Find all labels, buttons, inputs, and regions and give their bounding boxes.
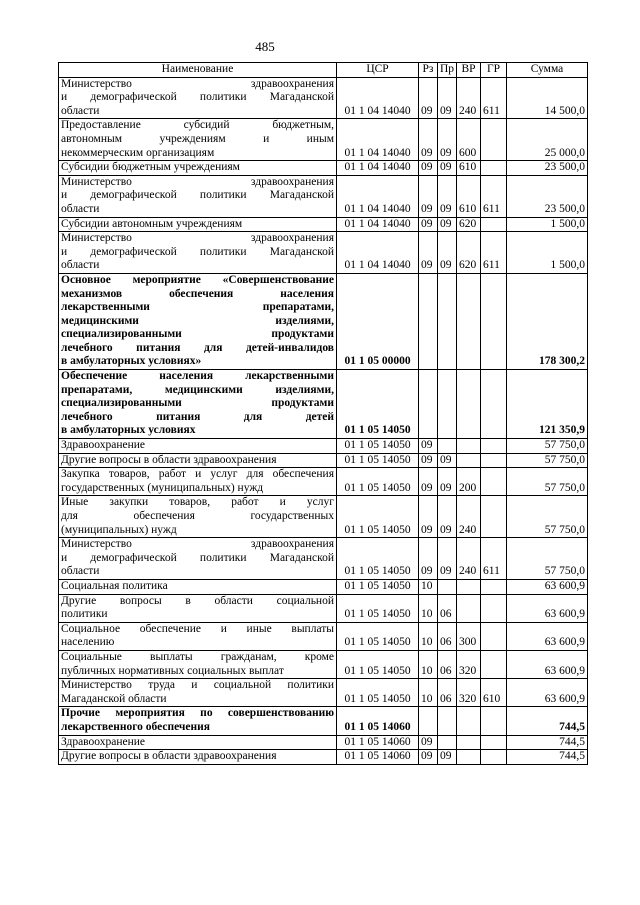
row-rz: 09 xyxy=(419,439,438,454)
row-pr: 09 xyxy=(438,750,457,765)
row-csr: 01 1 04 14040 xyxy=(337,119,419,161)
row-vr xyxy=(457,579,481,594)
row-name-line: и демографической политики Магаданской xyxy=(61,551,334,564)
row-sum: 1 500,0 xyxy=(507,232,588,274)
header-rz: Рз xyxy=(419,63,438,78)
table-row xyxy=(59,707,588,735)
row-rz: 09 xyxy=(419,175,438,217)
table-row xyxy=(59,579,588,594)
header-gr: ГР xyxy=(481,63,507,78)
header-name: Наименование xyxy=(59,63,337,78)
table-row xyxy=(59,370,588,439)
row-sum: 63 600,9 xyxy=(507,679,588,707)
row-name-line: специализированными продуктами xyxy=(61,397,334,410)
row-csr: 01 1 04 14040 xyxy=(337,77,419,119)
row-name-line: Другие вопросы в области здравоохранения xyxy=(61,750,277,763)
row-name-line: специализированными продуктами xyxy=(61,328,334,341)
row-sum: 63 600,9 xyxy=(507,622,588,650)
row-sum: 744,5 xyxy=(507,750,588,765)
row-name-line: некоммерческим организациям xyxy=(61,146,215,159)
row-name xyxy=(59,538,337,580)
row-name xyxy=(59,161,337,176)
row-name-line: области xyxy=(61,565,100,578)
row-pr: 06 xyxy=(438,679,457,707)
row-name-line: Министерство труда и социальной политики xyxy=(61,679,334,692)
row-vr: 620 xyxy=(457,232,481,274)
row-name-line: Иные закупки товаров, работ и услуг xyxy=(61,496,334,509)
row-gr xyxy=(481,594,507,622)
table-row xyxy=(59,496,588,538)
row-vr xyxy=(457,594,481,622)
row-name-line: Основное мероприятие «Совершенствование xyxy=(61,273,334,286)
row-csr: 01 1 05 14050 xyxy=(337,496,419,538)
row-vr xyxy=(457,439,481,454)
row-csr: 01 1 04 14040 xyxy=(337,232,419,274)
row-vr xyxy=(457,370,481,439)
row-vr: 240 xyxy=(457,77,481,119)
row-name-line: лекарственного обеспечения xyxy=(61,720,210,733)
row-name xyxy=(59,622,337,650)
row-sum: 57 750,0 xyxy=(507,439,588,454)
row-name-line: Прочие мероприятия по совершенствованию xyxy=(61,707,334,720)
row-name xyxy=(59,370,337,439)
row-csr: 01 1 04 14040 xyxy=(337,161,419,176)
row-csr: 01 1 05 14050 xyxy=(337,453,419,468)
table-row xyxy=(59,273,588,369)
row-vr xyxy=(457,707,481,735)
row-gr xyxy=(481,370,507,439)
row-rz: 09 xyxy=(419,453,438,468)
row-pr: 09 xyxy=(438,161,457,176)
row-csr: 01 1 05 14060 xyxy=(337,707,419,735)
row-gr xyxy=(481,650,507,678)
row-pr xyxy=(438,707,457,735)
row-name-line: области xyxy=(61,259,100,272)
row-pr: 06 xyxy=(438,650,457,678)
row-name-line: в амбулаторных условиях» xyxy=(61,355,202,368)
row-pr xyxy=(438,273,457,369)
row-sum: 25 000,0 xyxy=(507,119,588,161)
row-gr xyxy=(481,496,507,538)
header-pr: Пр xyxy=(438,63,457,78)
row-name-line: автономным учреждениям и иным xyxy=(61,132,334,145)
row-rz: 10 xyxy=(419,650,438,678)
row-name-line: Другие вопросы в области социальной xyxy=(61,594,334,607)
table-row xyxy=(59,77,588,119)
row-sum: 178 300,2 xyxy=(507,273,588,369)
row-pr xyxy=(438,439,457,454)
row-name xyxy=(59,232,337,274)
table-row xyxy=(59,217,588,232)
row-pr: 09 xyxy=(438,175,457,217)
row-pr xyxy=(438,735,457,750)
row-name-line: Обеспечение населения лекарственными xyxy=(61,370,334,383)
table-row xyxy=(59,679,588,707)
row-name-line: публичных нормативных социальных выплат xyxy=(61,664,284,677)
row-sum: 744,5 xyxy=(507,735,588,750)
row-csr: 01 1 05 14050 xyxy=(337,538,419,580)
row-name-line: и демографической политики Магаданской xyxy=(61,91,334,104)
row-vr: 600 xyxy=(457,119,481,161)
row-name-line: и демографической политики Магаданской xyxy=(61,245,334,258)
row-name xyxy=(59,707,337,735)
row-vr xyxy=(457,273,481,369)
row-name-line: области xyxy=(61,202,100,215)
row-rz: 09 xyxy=(419,119,438,161)
row-gr xyxy=(481,622,507,650)
row-pr: 09 xyxy=(438,77,457,119)
row-pr: 09 xyxy=(438,453,457,468)
row-vr xyxy=(457,453,481,468)
row-sum: 744,5 xyxy=(507,707,588,735)
row-name-line: в амбулаторных условиях xyxy=(61,424,196,437)
row-name-line: механизмов обеспечения населения xyxy=(61,287,334,300)
table-row xyxy=(59,538,588,580)
row-gr xyxy=(481,707,507,735)
row-rz: 09 xyxy=(419,468,438,496)
row-pr: 06 xyxy=(438,622,457,650)
row-name-line: и демографической политики Магаданской xyxy=(61,189,334,202)
row-name xyxy=(59,119,337,161)
table-row xyxy=(59,119,588,161)
row-name xyxy=(59,453,337,468)
row-csr: 01 1 05 14060 xyxy=(337,750,419,765)
row-gr xyxy=(481,735,507,750)
row-rz: 10 xyxy=(419,679,438,707)
row-csr: 01 1 04 14040 xyxy=(337,175,419,217)
row-vr: 610 xyxy=(457,175,481,217)
row-vr: 240 xyxy=(457,496,481,538)
row-rz: 09 xyxy=(419,161,438,176)
row-vr: 240 xyxy=(457,538,481,580)
row-pr: 09 xyxy=(438,496,457,538)
row-name-line: Субсидии автономным учреждениям xyxy=(61,217,243,230)
row-vr: 200 xyxy=(457,468,481,496)
row-name-line: Здравоохранение xyxy=(61,439,146,452)
row-name-line: Министерство здравоохранения xyxy=(61,77,334,90)
row-pr: 06 xyxy=(438,594,457,622)
row-name-line: государственных (муниципальных) нужд xyxy=(61,481,264,494)
row-name xyxy=(59,439,337,454)
row-name xyxy=(59,679,337,707)
row-vr: 610 xyxy=(457,161,481,176)
row-gr: 611 xyxy=(481,232,507,274)
row-sum: 57 750,0 xyxy=(507,538,588,580)
row-name-line: Социальное обеспечение и иные выплаты xyxy=(61,622,334,635)
row-rz: 10 xyxy=(419,594,438,622)
row-name xyxy=(59,594,337,622)
row-csr: 01 1 05 14050 xyxy=(337,579,419,594)
row-sum: 1 500,0 xyxy=(507,217,588,232)
row-name-line: Другие вопросы в области здравоохранения xyxy=(61,453,277,466)
row-gr xyxy=(481,750,507,765)
row-sum: 63 600,9 xyxy=(507,594,588,622)
row-name-line: населению xyxy=(61,636,115,649)
row-name-line: политики xyxy=(61,608,108,621)
row-name xyxy=(59,579,337,594)
row-sum: 63 600,9 xyxy=(507,579,588,594)
row-pr: 09 xyxy=(438,538,457,580)
row-sum: 14 500,0 xyxy=(507,77,588,119)
row-name-line: Здравоохранение xyxy=(61,735,146,748)
row-gr xyxy=(481,439,507,454)
row-vr: 320 xyxy=(457,679,481,707)
table-row xyxy=(59,750,588,765)
row-vr: 300 xyxy=(457,622,481,650)
row-name xyxy=(59,77,337,119)
row-rz: 09 xyxy=(419,217,438,232)
table-row xyxy=(59,468,588,496)
table-row xyxy=(59,439,588,454)
row-rz xyxy=(419,707,438,735)
row-pr xyxy=(438,579,457,594)
row-name-line: Министерство здравоохранения xyxy=(61,538,334,551)
budget-table xyxy=(58,62,588,765)
row-sum: 63 600,9 xyxy=(507,650,588,678)
row-gr: 611 xyxy=(481,538,507,580)
table-row xyxy=(59,453,588,468)
row-csr: 01 1 05 14050 xyxy=(337,650,419,678)
row-rz: 09 xyxy=(419,538,438,580)
row-gr xyxy=(481,468,507,496)
row-sum: 23 500,0 xyxy=(507,175,588,217)
row-gr: 610 xyxy=(481,679,507,707)
row-rz: 09 xyxy=(419,77,438,119)
row-csr: 01 1 05 14050 xyxy=(337,622,419,650)
row-name xyxy=(59,750,337,765)
table-row xyxy=(59,650,588,678)
row-gr xyxy=(481,579,507,594)
row-vr: 320 xyxy=(457,650,481,678)
row-name-line: лечебного питания для детей xyxy=(61,410,334,423)
row-name xyxy=(59,496,337,538)
row-name xyxy=(59,273,337,369)
row-name-line: лечебного питания для детей-инвалидов xyxy=(61,341,334,354)
row-name-line: Социальная политика xyxy=(61,579,168,592)
row-name-line: области xyxy=(61,104,100,117)
row-sum: 23 500,0 xyxy=(507,161,588,176)
row-gr xyxy=(481,273,507,369)
row-gr xyxy=(481,119,507,161)
table-row xyxy=(59,594,588,622)
header-vr: ВР xyxy=(457,63,481,78)
row-sum: 57 750,0 xyxy=(507,468,588,496)
header-sum: Сумма xyxy=(507,63,588,78)
row-pr: 09 xyxy=(438,232,457,274)
row-csr: 01 1 05 14060 xyxy=(337,735,419,750)
row-csr: 01 1 05 14050 xyxy=(337,468,419,496)
row-rz xyxy=(419,273,438,369)
row-gr xyxy=(481,453,507,468)
row-name xyxy=(59,175,337,217)
row-rz: 10 xyxy=(419,579,438,594)
row-name xyxy=(59,217,337,232)
row-sum: 57 750,0 xyxy=(507,453,588,468)
page-number: 485 xyxy=(255,39,275,54)
row-rz: 09 xyxy=(419,735,438,750)
row-pr xyxy=(438,370,457,439)
row-name-line: Магаданской области xyxy=(61,692,167,705)
row-rz: 09 xyxy=(419,232,438,274)
table-row xyxy=(59,161,588,176)
row-gr: 611 xyxy=(481,77,507,119)
row-rz: 09 xyxy=(419,496,438,538)
row-name-line: препаратами, медицинскими изделиями, xyxy=(61,383,334,396)
row-name xyxy=(59,468,337,496)
row-csr: 01 1 05 14050 xyxy=(337,439,419,454)
row-pr: 09 xyxy=(438,217,457,232)
row-pr: 09 xyxy=(438,468,457,496)
row-name-line: Субсидии бюджетным учреждениям xyxy=(61,161,240,174)
row-gr xyxy=(481,217,507,232)
row-name-line: (муниципальных) нужд xyxy=(61,523,177,536)
row-name xyxy=(59,650,337,678)
row-rz: 09 xyxy=(419,750,438,765)
row-name-line: лекарственными препаратами, xyxy=(61,301,334,314)
row-name-line: Социальные выплаты гражданам, кроме xyxy=(61,650,334,663)
table-header-row xyxy=(59,63,588,78)
row-sum: 57 750,0 xyxy=(507,496,588,538)
table-row xyxy=(59,735,588,750)
row-csr: 01 1 05 14050 xyxy=(337,370,419,439)
row-vr: 620 xyxy=(457,217,481,232)
row-sum: 121 350,9 xyxy=(507,370,588,439)
row-rz xyxy=(419,370,438,439)
row-csr: 01 1 04 14040 xyxy=(337,217,419,232)
row-csr: 01 1 05 14050 xyxy=(337,594,419,622)
table-row xyxy=(59,622,588,650)
row-rz: 10 xyxy=(419,622,438,650)
row-name-line: для обеспечения государственных xyxy=(61,510,334,522)
row-name-line: медицинскими изделиями, xyxy=(61,314,334,327)
row-csr: 01 1 05 00000 xyxy=(337,273,419,369)
row-name-line: Закупка товаров, работ и услуг для обеспечения xyxy=(61,468,334,481)
table-row xyxy=(59,232,588,274)
row-gr: 611 xyxy=(481,175,507,217)
row-name xyxy=(59,735,337,750)
row-name-line: Предоставление субсидий бюджетным, xyxy=(61,119,334,132)
row-gr xyxy=(481,161,507,176)
row-name-line: Министерство здравоохранения xyxy=(61,175,334,188)
row-csr: 01 1 05 14050 xyxy=(337,679,419,707)
table-row xyxy=(59,175,588,217)
row-vr xyxy=(457,735,481,750)
header-csr: ЦСР xyxy=(337,63,419,78)
row-vr xyxy=(457,750,481,765)
row-pr: 09 xyxy=(438,119,457,161)
row-name-line: Министерство здравоохранения xyxy=(61,232,334,245)
